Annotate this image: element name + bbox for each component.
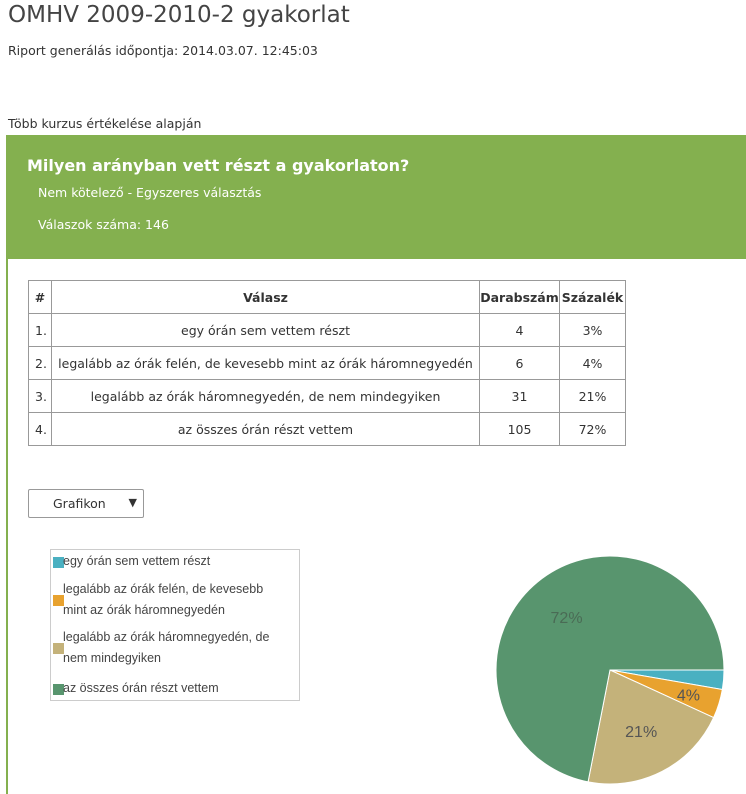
- row-count: 4: [480, 314, 560, 347]
- row-count: 31: [480, 380, 560, 413]
- report-label: Riport generálás időpontja: 2014.03.07. 12:45:03: [8, 43, 318, 58]
- header-percent: Százalék: [560, 281, 626, 314]
- question-type: Nem kötelező - Egyszeres választás: [38, 185, 262, 200]
- answer-count: Válaszok száma: 146: [38, 217, 169, 232]
- row-index: 1.: [29, 314, 52, 347]
- header-count: Darabszám: [480, 281, 560, 314]
- pie-data-label: 4%: [676, 687, 700, 705]
- row-index: 4.: [29, 413, 52, 446]
- header-answer: Válasz: [52, 281, 480, 314]
- row-percent: 21%: [560, 380, 626, 413]
- row-index: 3.: [29, 380, 52, 413]
- legend-label: egy órán sem vettem részt: [63, 554, 211, 568]
- row-count: 6: [480, 347, 560, 380]
- row-percent: 72%: [560, 413, 626, 446]
- legend-label: legalább az órák háromnegyedén, de nem mindegyiken: [63, 630, 270, 665]
- dropdown-arrow-icon: ▼: [128, 496, 137, 509]
- row-percent: 3%: [560, 314, 626, 347]
- row-percent: 4%: [560, 347, 626, 380]
- page-title: OMHV 2009-2010-2 gyakorlat: [8, 2, 350, 28]
- view-select-value: Grafikon: [53, 496, 106, 511]
- row-answer: egy órán sem vettem részt: [52, 314, 480, 347]
- multi-course-label: Több kurzus értékelése alapján: [8, 116, 202, 131]
- row-answer: az összes órán részt vettem: [52, 413, 480, 446]
- legend-label: legalább az órák felén, de kevesebb mint az órák háromnegyedén: [63, 582, 264, 617]
- row-index: 2.: [29, 347, 52, 380]
- header-index: #: [29, 281, 52, 314]
- legend-label: az összes órán részt vettem: [63, 681, 219, 695]
- row-answer: legalább az órák háromnegyedén, de nem mindegyiken: [52, 380, 480, 413]
- row-count: 105: [480, 413, 560, 446]
- pie-data-label: 72%: [550, 610, 583, 628]
- question-title: Milyen arányban vett részt a gyakorlaton?: [27, 156, 410, 175]
- pie-data-label: 21%: [625, 723, 658, 741]
- row-answer: legalább az órák felén, de kevesebb mint az órák háromnegyedén: [52, 347, 480, 380]
